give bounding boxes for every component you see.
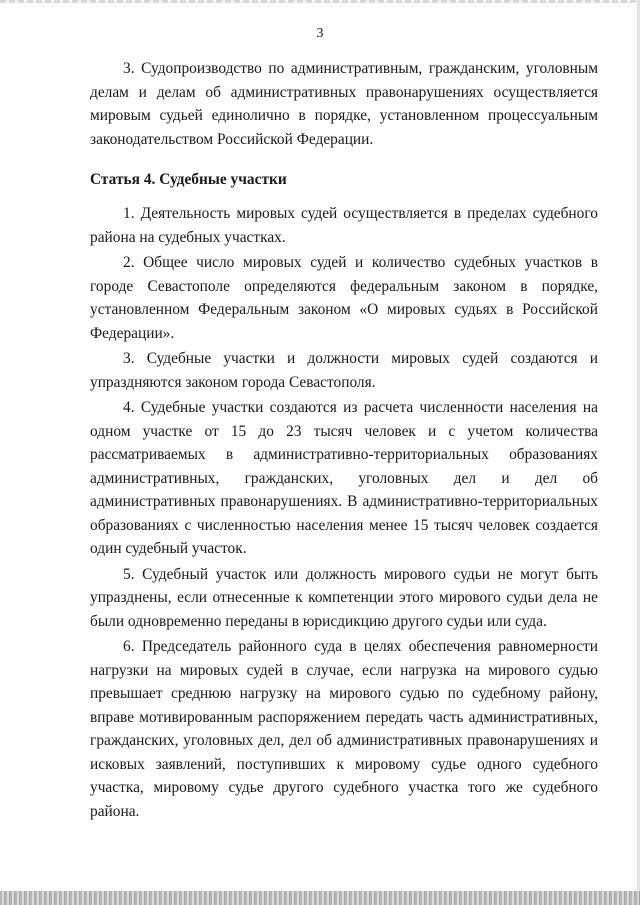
scan-edge-top (0, 0, 640, 3)
scan-edge-bottom (0, 891, 640, 905)
article-4-body (90, 202, 598, 825)
article-4-part-2: 2. Общее число мировых судей и количество судебных участков в городе Севастополе определяются федеральным законом в порядке, установленном Федеральным законом «О мировых судьях в Российской Федерации». (90, 254, 598, 342)
article-4-heading: Статья 4. Судебные участки (90, 171, 287, 188)
article-4-part-3: 3. Судебные участки и должности мировых судей создаются и упраздняются законом города Севастополя. (90, 350, 598, 391)
page-number: 3 (316, 26, 324, 41)
article-4-part-6: 6. Председатель районного суда в целях обеспечения равномерности нагрузки на мировых судей в случае, если нагрузка на мирового судью превышает среднюю нагрузку на мирового судью по судебному району, вправе мотивированным распоряжением передать часть административных, гражданских, уголовных дел, дел об административных правонарушениях и исковых заявлений, поступивших к мировому судье одного судебного участка, мировому судье другого судебного участка того же судебного района. (90, 638, 598, 820)
article-4-part-5: 5. Судебный участок или должность мирового судьи не могут быть упразднены, если отнесенные к компетенции этого мирового судьи дела не были одновременно переданы в юрисдикцию другого судьи или суда. (90, 565, 598, 630)
article-4-part-4: 4. Судебные участки создаются из расчета численности населения на одном участке от 15 до 23 тысяч человек и с учетом количества рассматриваемых в административно-территориальных образованиях административных, гражданских, уголовных дел и дел об административных правонарушениях. В административно-территориальных образованиях с численностью населения менее 15 тысяч человек создается один судебный участок. (90, 399, 598, 557)
article-4-part-1: 1. Деятельность мировых судей осуществляется в пределах судебного района на судебных участках. (90, 205, 598, 246)
article-3-part-3: 3. Судопроизводство по административным, гражданским, уголовным делам и делам об административных правонарушениях осуществляется мировым судьей единолично в порядке, установленном процессуальным законодательством Российской Федерации. (90, 60, 598, 148)
article-3-section (90, 57, 598, 151)
